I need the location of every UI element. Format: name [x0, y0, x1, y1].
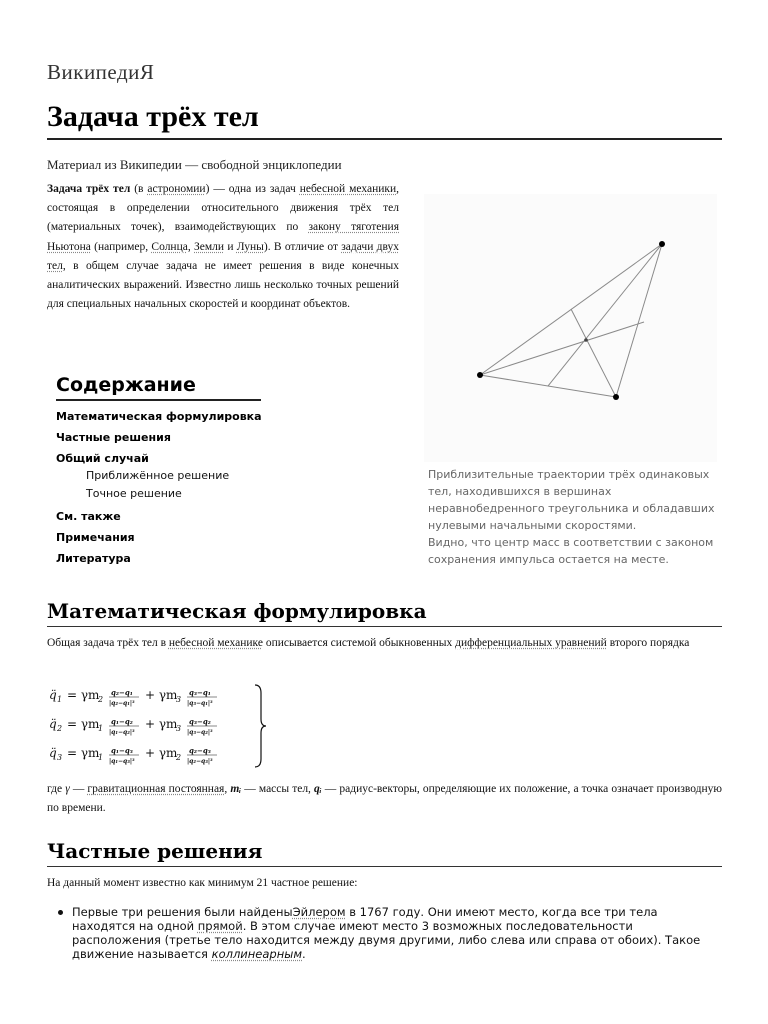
site-tagline: Материал из Википедии — свободной энциклопедии — [47, 157, 342, 172]
equations-image — [47, 683, 277, 769]
list-item-text: . В этом случае имеют место 3 возможных последовательности расположения (третье тело находится между двумя другими, либо слева или справа от обоих). Такое движение называется — [72, 919, 701, 961]
link-line[interactable]: прямой — [197, 919, 243, 933]
lead-text: и — [224, 240, 237, 253]
link-newton-gravity[interactable]: закону тяготения Ньютона — [47, 221, 399, 253]
link-sun[interactable]: Солнца — [151, 240, 188, 253]
list-item — [72, 905, 722, 961]
mass-symbol: mᵢ — [230, 783, 242, 795]
formulation-intro — [47, 634, 722, 653]
median-line — [480, 322, 644, 375]
svg-text:q₃−q₂: q₃−q₂ — [189, 717, 211, 726]
body-point — [659, 241, 665, 247]
link-euler[interactable]: Эйлером — [292, 905, 346, 919]
svg-text:q₃−q₁: q₃−q₁ — [189, 688, 211, 697]
svg-text:1: 1 — [57, 695, 63, 704]
svg-text:3: 3 — [176, 695, 182, 704]
toc-item-particular-solutions[interactable]: Частные решения — [56, 431, 171, 444]
link-collinear[interactable]: коллинеарным — [211, 947, 302, 961]
svg-text:3: 3 — [57, 753, 63, 762]
equations-of-motion — [47, 683, 277, 769]
link-two-body-problem[interactable]: задачи двух тел — [47, 240, 400, 272]
list-item-text: Первые три решения были найдены — [72, 905, 293, 919]
formulation-text: описывается системой обыкновенных — [262, 637, 456, 649]
svg-text:|q₂−q₁|³: |q₂−q₁|³ — [109, 700, 135, 707]
lead-text: ) — одна из задач — [205, 183, 300, 195]
lead-bold-term: Задача трёх тел — [47, 183, 131, 195]
svg-text:|q₃−q₂|³: |q₃−q₂|³ — [187, 729, 213, 736]
lead-text: (в — [130, 183, 148, 195]
particular-intro: На данный момент известно как минимум 21 частное решение: — [47, 877, 358, 889]
list-item-text: в 1767 году. Они имеют место, когда все три тела находятся на одной — [72, 905, 658, 933]
svg-text:+ γm: + γm — [145, 688, 178, 702]
list-item-text: . — [302, 947, 306, 961]
link-gravitational-constant[interactable]: гравитационная постоянная — [87, 783, 225, 795]
svg-text:|q₁−q₂|³: |q₁−q₂|³ — [109, 729, 135, 736]
trajectory-figure[interactable] — [424, 194, 717, 462]
svg-text:|q₂−q₃|³: |q₂−q₃|³ — [187, 758, 213, 765]
figure-caption — [428, 466, 720, 568]
section-heading-particular: Частные решения — [47, 838, 722, 867]
center-of-mass-point — [584, 338, 588, 342]
page-title: Задача трёх тел — [47, 98, 722, 140]
link-moon[interactable]: Луны — [236, 240, 264, 253]
svg-text:q̈: q̈ — [49, 717, 57, 731]
bullet-icon — [58, 910, 63, 915]
variables-text: где — [47, 783, 66, 795]
toc-title: Содержание — [56, 374, 261, 401]
svg-text:1: 1 — [98, 724, 104, 733]
svg-text:= γm: = γm — [67, 688, 100, 702]
variables-text: — радиус-векторы, определяющие их положение, а точка означает производную по времени. — [47, 783, 722, 814]
link-celestial-mechanics[interactable]: небесной механики — [299, 183, 397, 195]
svg-text:q̈: q̈ — [49, 688, 57, 702]
lead-text: ). В отличие от — [263, 240, 342, 253]
svg-text:+ γm: + γm — [145, 746, 178, 760]
lead-text: , — [187, 240, 194, 253]
variables-text: — — [69, 783, 88, 795]
link-astronomy[interactable]: астрономии — [147, 183, 206, 195]
toc-subitem-exact[interactable]: Точное решение — [86, 487, 182, 500]
toc-item-notes[interactable]: Примечания — [56, 531, 135, 544]
lead-text: , в общем случае задача не имеет решения в виде конечных аналитических выражений. Известно лишь несколько точных решений для специальных начальных скоростей и координат объектов. — [47, 259, 399, 311]
svg-text:|q₁−q₃|³: |q₁−q₃|³ — [109, 758, 135, 765]
lead-paragraph — [47, 180, 399, 314]
svg-text:|q₃−q₁|³: |q₃−q₁|³ — [187, 700, 213, 707]
link-earth[interactable]: Земли — [194, 240, 225, 253]
svg-text:q₂−q₁: q₂−q₁ — [111, 688, 133, 697]
svg-text:3: 3 — [176, 724, 182, 733]
table-of-contents — [56, 374, 261, 573]
svg-text:= γm: = γm — [67, 717, 100, 731]
radius-vector-symbol: qᵢ — [314, 783, 322, 795]
trajectory-diagram — [424, 194, 717, 462]
svg-text:2: 2 — [98, 695, 104, 704]
lead-text: , состоящая в определении относительного движения трёх тел (материальных точек), взаимодействующих по — [47, 183, 400, 234]
gamma-symbol: γ — [65, 783, 70, 795]
svg-text:q̈: q̈ — [49, 746, 57, 760]
section-heading-formulation: Математическая формулировка — [47, 598, 722, 627]
formulation-variables — [47, 780, 722, 818]
trajectory-edge — [616, 244, 662, 397]
lead-text: (например, — [90, 240, 152, 253]
svg-text:q₁−q₂: q₁−q₂ — [111, 717, 133, 726]
wikipedia-wordmark[interactable]: ВикипедиЯ — [47, 60, 155, 84]
svg-text:q₂−q₃: q₂−q₃ — [189, 746, 211, 755]
link-differential-equations[interactable]: дифференциальных уравнений — [455, 637, 607, 649]
toc-subitem-approximate[interactable]: Приближённое решение — [86, 469, 230, 482]
svg-text:1: 1 — [98, 753, 104, 762]
formulation-text: второго порядка — [606, 637, 690, 649]
body-point — [477, 372, 483, 378]
svg-text:2: 2 — [57, 724, 63, 733]
svg-text:= γm: = γm — [67, 746, 100, 760]
median-line — [548, 244, 662, 386]
toc-item-general-case[interactable]: Общий случай — [56, 452, 149, 465]
svg-text:2: 2 — [176, 753, 182, 762]
toc-item-literature[interactable]: Литература — [56, 552, 131, 565]
toc-item-see-also[interactable]: См. также — [56, 510, 121, 523]
variables-text: — массы тел, — [241, 783, 315, 795]
svg-text:+ γm: + γm — [145, 717, 178, 731]
solutions-list — [72, 905, 722, 961]
body-point — [613, 394, 619, 400]
figure-caption-line: Видно, что центр масс в соответствии с законом сохранения импульса остается на месте. — [428, 536, 714, 566]
formulation-text: Общая задача трёх тел в — [47, 637, 169, 649]
figure-caption-line: Приблизительные траектории трёх одинаковых тел, находившихся в вершинах неравнобедренного треугольника и обладавших нулевыми начальными скоростями. — [428, 468, 715, 532]
link-celestial-mechanics-2[interactable]: небесной механике — [168, 637, 263, 649]
toc-item-formulation[interactable]: Математическая формулировка — [56, 410, 262, 423]
median-line — [571, 309, 616, 397]
variables-text: , — [224, 783, 231, 795]
svg-text:q₁−q₃: q₁−q₃ — [111, 746, 133, 755]
